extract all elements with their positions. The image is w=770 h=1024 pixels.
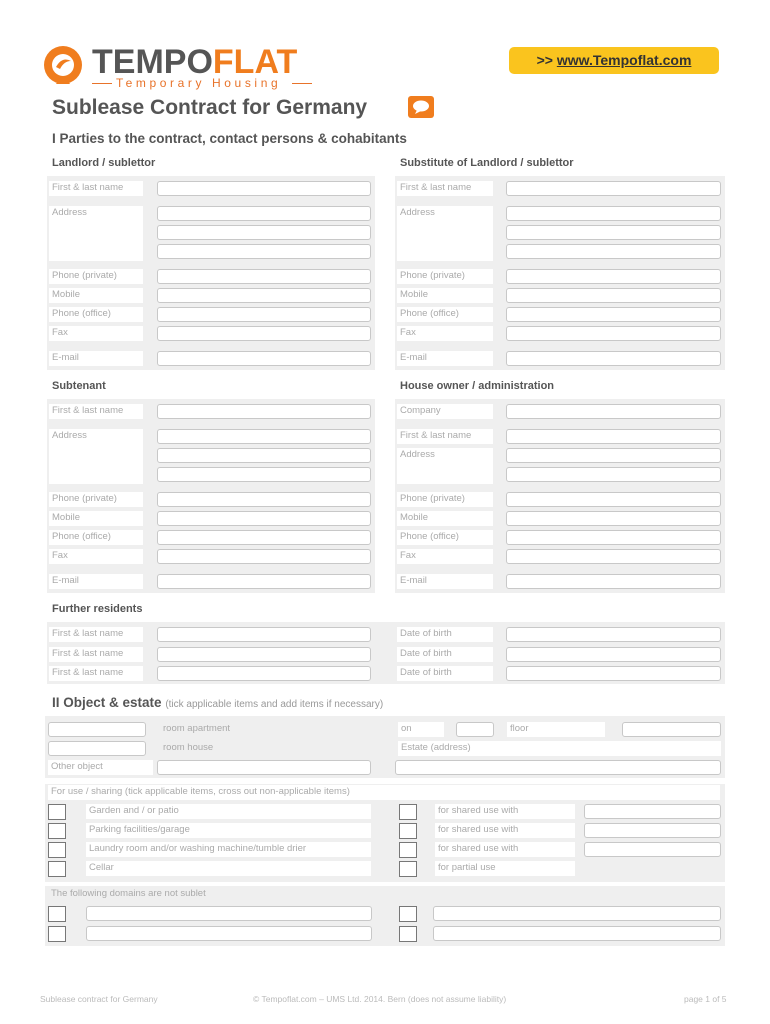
resident-dob-field-1[interactable]	[506, 627, 721, 642]
subtenant-label-mobile: Mobile	[49, 511, 143, 526]
subtenant-field-email[interactable]	[157, 574, 371, 589]
other-object-field-2[interactable]	[395, 760, 721, 775]
substitute-field-email[interactable]	[506, 351, 721, 366]
owner-field-email[interactable]	[506, 574, 721, 589]
owner-field-mobile[interactable]	[506, 511, 721, 526]
resident-name-field-3[interactable]	[157, 666, 371, 681]
subtenant-field-address-1[interactable]	[157, 429, 371, 444]
substitute-field-fax[interactable]	[506, 326, 721, 341]
substitute-label-address-1: Address	[397, 206, 493, 261]
subtenant-field-phone-private[interactable]	[157, 492, 371, 507]
on-label: on	[398, 722, 444, 737]
substitute-field-address-3[interactable]	[506, 244, 721, 259]
document-title: Sublease Contract for Germany	[52, 96, 368, 119]
floor-extra-field[interactable]	[622, 722, 721, 737]
share-item-label-2: for shared use with	[435, 823, 575, 838]
share-with-field-1[interactable]	[584, 804, 721, 819]
not-sublet-field-left-2[interactable]	[86, 926, 372, 941]
owner-field-fax[interactable]	[506, 549, 721, 564]
residents-heading: Further residents	[52, 603, 143, 615]
subtenant-label-address-1: Address	[49, 429, 143, 484]
substitute-label-fax: Fax	[397, 326, 493, 341]
subtenant-label-email: E-mail	[49, 574, 143, 589]
website-url[interactable]: www.Tempoflat.com	[556, 52, 692, 68]
owner-heading: House owner / administration	[400, 380, 555, 392]
use-item-label-4: Cellar	[86, 861, 371, 876]
landlord-field-phone-office[interactable]	[157, 307, 371, 322]
resident-dob-field-2[interactable]	[506, 647, 721, 662]
floor-number-field[interactable]	[456, 722, 494, 737]
owner-label-mobile: Mobile	[397, 511, 493, 526]
landlord-label-phone-private: Phone (private)	[49, 269, 143, 284]
substitute-field-address-1[interactable]	[506, 206, 721, 221]
share-item-label-3: for shared use with	[435, 842, 575, 857]
resident-dob-field-3[interactable]	[506, 666, 721, 681]
room-apartment-count-field[interactable]	[48, 722, 146, 737]
use-checkbox-2[interactable]	[48, 823, 66, 839]
substitute-label-mobile: Mobile	[397, 288, 493, 303]
landlord-field-phone-private[interactable]	[157, 269, 371, 284]
resident-dob-label-3: Date of birth	[397, 666, 493, 681]
substitute-field-mobile[interactable]	[506, 288, 721, 303]
substitute-field-address-2[interactable]	[506, 225, 721, 240]
share-checkbox-2[interactable]	[399, 823, 417, 839]
landlord-label-address-1: Address	[49, 206, 143, 261]
owner-field-company[interactable]	[506, 404, 721, 419]
owner-label-address-1: Address	[397, 448, 493, 484]
subtenant-field-phone-office[interactable]	[157, 530, 371, 545]
room-house-label: room house	[163, 742, 214, 753]
owner-label-fax: Fax	[397, 549, 493, 564]
substitute-field-phone-office[interactable]	[506, 307, 721, 322]
use-item-label-2: Parking facilities/garage	[86, 823, 371, 838]
share-item-label-4: for partial use	[435, 861, 575, 876]
logo-text-tempo: TEMPO	[92, 43, 213, 81]
subtenant-heading: Subtenant	[52, 380, 106, 392]
substitute-field-name[interactable]	[506, 181, 721, 196]
subtenant-field-name[interactable]	[157, 404, 371, 419]
not-sublet-checkbox-right-1[interactable]	[399, 906, 417, 922]
subtenant-label-phone-office: Phone (office)	[49, 530, 143, 545]
landlord-label-email: E-mail	[49, 351, 143, 366]
resident-dob-label-1: Date of birth	[397, 627, 493, 642]
subtenant-field-mobile[interactable]	[157, 511, 371, 526]
speech-bubble-icon[interactable]	[408, 96, 434, 118]
use-checkbox-4[interactable]	[48, 861, 66, 877]
substitute-label-email: E-mail	[397, 351, 493, 366]
not-sublet-checkbox-right-2[interactable]	[399, 926, 417, 942]
share-checkbox-3[interactable]	[399, 842, 417, 858]
not-sublet-field-right-2[interactable]	[433, 926, 721, 941]
subtenant-field-fax[interactable]	[157, 549, 371, 564]
section-2-title	[52, 695, 383, 710]
share-checkbox-4[interactable]	[399, 861, 417, 877]
section-2-title-text: II Object & estate	[52, 695, 162, 710]
logo-pin-icon	[42, 44, 86, 90]
footer-page-number: page 1 of 5	[684, 994, 727, 1004]
landlord-label-mobile: Mobile	[49, 288, 143, 303]
not-sublet-checkbox-left-2[interactable]	[48, 926, 66, 942]
use-item-label-1: Garden and / or patio	[86, 804, 371, 819]
use-checkbox-1[interactable]	[48, 804, 66, 820]
subtenant-label-phone-private: Phone (private)	[49, 492, 143, 507]
owner-field-phone-private[interactable]	[506, 492, 721, 507]
substitute-field-phone-private[interactable]	[506, 269, 721, 284]
landlord-field-email[interactable]	[157, 351, 371, 366]
landlord-field-mobile[interactable]	[157, 288, 371, 303]
substitute-label-name: First & last name	[397, 181, 493, 196]
room-house-count-field[interactable]	[48, 741, 146, 756]
subtenant-label-fax: Fax	[49, 549, 143, 564]
owner-label-company: Company	[397, 404, 493, 419]
footer-center: © Tempoflat.com – UMS Ltd. 2014. Bern (does not assume liability)	[253, 994, 507, 1004]
website-prefix: >>	[536, 52, 553, 68]
substitute-label-phone-private: Phone (private)	[397, 269, 493, 284]
estate-address-field[interactable]: Estate (address)	[398, 741, 721, 756]
subtenant-label-name: First & last name	[49, 404, 143, 419]
share-with-field-2[interactable]	[584, 823, 721, 838]
landlord-label-name: First & last name	[49, 181, 143, 196]
footer-left: Sublease contract for Germany	[40, 994, 158, 1004]
owner-field-name[interactable]	[506, 429, 721, 444]
other-object-field[interactable]	[157, 760, 371, 775]
not-sublet-field-left-1[interactable]	[86, 906, 372, 921]
share-checkbox-1[interactable]	[399, 804, 417, 820]
website-link-button[interactable]	[509, 47, 719, 74]
owner-field-phone-office[interactable]	[506, 530, 721, 545]
landlord-label-phone-office: Phone (office)	[49, 307, 143, 322]
use-heading: For use / sharing (tick applicable items, cross out non-applicable items)	[48, 785, 720, 800]
not-sublet-heading: The following domains are not sublet	[51, 888, 206, 899]
owner-field-address-2[interactable]	[506, 467, 721, 482]
landlord-field-name[interactable]	[157, 181, 371, 196]
substitute-label-phone-office: Phone (office)	[397, 307, 493, 322]
owner-label-email: E-mail	[397, 574, 493, 589]
landlord-label-fax: Fax	[49, 326, 143, 341]
room-apartment-label: room apartment	[163, 723, 231, 734]
owner-label-phone-private: Phone (private)	[397, 492, 493, 507]
not-sublet-checkbox-left-1[interactable]	[48, 906, 66, 922]
owner-field-address-1[interactable]	[506, 448, 721, 463]
resident-name-field-1[interactable]	[157, 627, 371, 642]
resident-name-label-1: First & last name	[49, 627, 143, 642]
subtenant-field-address-2[interactable]	[157, 448, 371, 463]
landlord-field-fax[interactable]	[157, 326, 371, 341]
resident-dob-label-2: Date of birth	[397, 647, 493, 662]
share-with-field-3[interactable]	[584, 842, 721, 857]
other-object-label: Other object	[48, 760, 153, 775]
substitute-heading: Substitute of Landlord / sublettor	[400, 157, 574, 169]
owner-label-name: First & last name	[397, 429, 493, 444]
subtenant-field-address-3[interactable]	[157, 467, 371, 482]
section-1-title: I Parties to the contract, contact persons & cohabitants	[52, 131, 407, 146]
section-2-note: (tick applicable items and add items if necessary)	[165, 699, 384, 710]
logo-text-flat: FLAT	[212, 43, 298, 81]
resident-name-field-2[interactable]	[157, 647, 371, 662]
resident-name-label-2: First & last name	[49, 647, 143, 662]
use-item-label-3: Laundry room and/or washing machine/tumble drier	[86, 842, 371, 857]
landlord-field-address-1[interactable]	[157, 206, 371, 221]
landlord-heading: Landlord / sublettor	[52, 157, 156, 169]
share-item-label-1: for shared use with	[435, 804, 575, 819]
resident-name-label-3: First & last name	[49, 666, 143, 681]
not-sublet-field-right-1[interactable]	[433, 906, 721, 921]
floor-label: floor	[507, 722, 605, 737]
use-checkbox-3[interactable]	[48, 842, 66, 858]
logo	[42, 44, 322, 90]
logo-tagline: Temporary Housing	[116, 76, 282, 90]
landlord-field-address-2[interactable]	[157, 225, 371, 240]
owner-label-phone-office: Phone (office)	[397, 530, 493, 545]
landlord-field-address-3[interactable]	[157, 244, 371, 259]
